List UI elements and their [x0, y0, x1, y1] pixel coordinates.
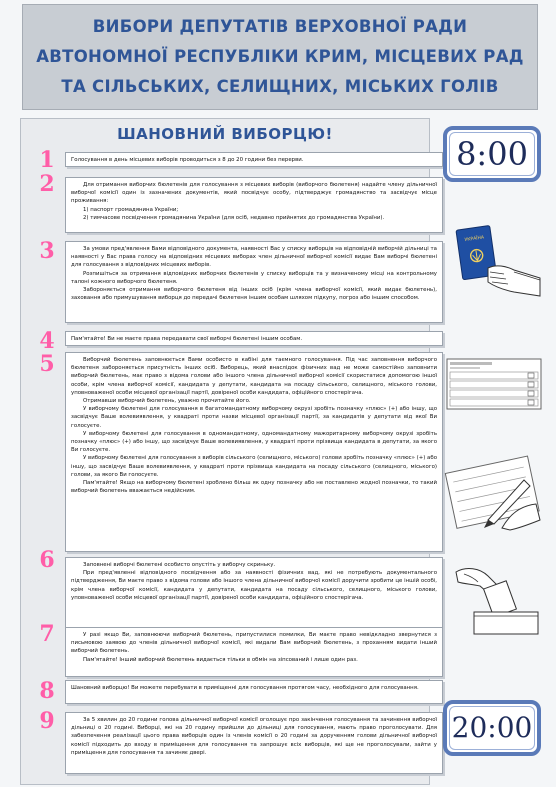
item-5-text-5: У виборчому бюлетені для голосування з виборів сільського (селищного, міського) голови зробіть позначку «плюс» (+) або іншу, що засвідчує Ваше волевиявлення, у квадраті проти прізвища кандидата на посаду сільського (селищного, міського) голови, за якого Ви голосуєте. [71, 455, 437, 478]
header-line-1: ВИБОРИ ДЕПУТАТІВ ВЕРХОВНОЇ РАДИ [92, 17, 468, 36]
header-band [22, 4, 538, 110]
item-number-9: 9 [39, 708, 55, 734]
item-number-1: 1 [39, 147, 55, 173]
item-5-text-6: Пам'ятайте! Якщо на виборчому бюлетені зроблено більш як одну позначку або не поставлено жодної позначки, то такий виборчий бюлетень вважається недійсним. [71, 480, 437, 495]
item-3-text-1: За умови пред'явлення Вами відповідного документа, наявності Вас у списку виборців на відповідній виборчій дільниці та наявності у Вас права голосу на відповідних місцевих виборах член дільничної виборчої комісії видає Вам виборчі бюлетені для голосування з відповідних місцевих виборів. [71, 246, 437, 269]
item-7-text-2: Пам'ятайте! Інший виборчий бюлетень видається тільки в обмін на зіпсований і лише один раз. [83, 656, 358, 663]
item-5-text-3: У виборчому бюлетені для голосування в багатомандатному виборчому окрузі зробіть позначку «плюс» (+) або іншу, що засвідчує Ваше волевиявлення, у квадраті проти назви місцевої організації партії, за кандидатів у депутати від якої Ви голосуєте. [71, 406, 437, 429]
item-2-text-1: Для отримання виборчих бюлетенів для голосування з місцевих виборів (виборчого бюлетеня) надайте члену дільничної виборчої комісії один із зазначених документів, який посвідчує особу, підтверджує громадянство та засвідчує місце проживання: [71, 182, 437, 205]
item-box-2 [65, 177, 443, 233]
item-5-text-2: Отримавши виборчий бюлетень, уважно прочитайте його. [83, 398, 251, 405]
item-number-2: 2 [39, 171, 55, 197]
item-box-4 [65, 331, 443, 346]
closing-time-clock: 20:00 [443, 700, 541, 756]
item-box-9 [65, 712, 443, 774]
passport-hand-illustration [444, 220, 544, 302]
item-3-text-3: Забороняється отримання виборчого бюлетеня від інших осіб (крім члена виборчої комісії, який видає бюлетень), заховання або примушування виборця до передачі бюлетеня іншим особам шляхом підкупу, погроз або іншим способом. [71, 287, 437, 302]
item-3-text-2: Розпишіться за отримання відповідних виборчих бюлетенів у списку виборців та у визначеному місці на контрольному талоні кожного виборчого бюлетеня. [71, 270, 437, 285]
item-6-text-1: Заповнені виборчі бюлетені особисто опустіть у виборчу скриньку. [83, 562, 276, 568]
item-2-text-3: 2) тимчасове посвідчення громадянина України (для осіб, недавно прийнятих до громадянства України). [83, 214, 385, 221]
panel-title: ШАНОВНИЙ ВИБОРЦЮ! [117, 125, 333, 143]
item-box-8 [65, 680, 443, 704]
item-number-6: 6 [39, 547, 55, 573]
item-4-text: Пам'ятайте! Ви не маєте права передавати свої виборчі бюлетені іншим особам. [71, 336, 303, 342]
item-number-7: 7 [39, 621, 55, 647]
item-number-5: 5 [39, 351, 55, 377]
item-box-6 [65, 557, 443, 629]
item-8-text: Шановний виборцю! Ви можете перебувати в приміщенні для голосування протягом часу, необхідного для голосування. [71, 685, 419, 691]
item-number-8: 8 [39, 678, 55, 704]
header-line-2: АВТОНОМНОЇ РЕСПУБЛІКИ КРИМ, МІСЦЕВИХ РАД [36, 47, 524, 66]
item-box-1 [65, 152, 443, 167]
item-5-text-4: У виборчому бюлетені для голосування в одномандатному, одномандатному мажоритарному виборчому окрузі зробіть позначку «плюс» (+) або іншу, що засвідчує Ваше волевиявлення, у квадраті проти прізвища кандидата в депутати, за якого Ви голосуєте. [71, 430, 437, 454]
ballot-document-illustration [446, 358, 542, 410]
item-6-text-2: При пред'явленні відповідного посвідчення або за наявності фізичних вад, які не потребують документального підтвердження, Ви маєте право з відома голови або іншого члена дільничної виборчої комісії доручити зробити це іншій особі, крім члена виборчої комісії, кандидата у депутати, кандидата на посаду сільського, селищного, міського голови, уповноваженої особи місцевої організації партії, довіреної особи кандидата, офіційного спостерігача. [71, 570, 437, 601]
ballot-box-hand-illustration [444, 560, 542, 636]
marking-ballot-illustration [444, 450, 542, 532]
item-box-5 [65, 352, 443, 552]
item-9-text: За 5 хвилин до 20 години голова дільничної виборчої комісії оголошує про закінчення голосування та зачинення виборчої дільниці о 20 годині. Виборці, які на 20 годину прийшли до дільниці для голосування, мають право проголосувати. Для забезпечення реалізації цього права виборців один із членів комісії о 20 годині за дорученням голови дільничної виборчої комісії підходить до входу в приміщення для голосування та запрошує всіх виборців, які ще не проголосували, зайти у приміщення для голосування та зачиняє двері. [71, 717, 437, 756]
item-7-text-1: У разі якщо Ви, заповнюючи виборчий бюлетень, припустилися помилки, Ви маєте право невідкладно звернутися з письмовою заявою до членів дільничної виборчої комісії, які видали Вам виборчий бюлетень, з проханням видати інший виборчий бюлетень. [71, 632, 437, 655]
item-1-text: Голосування в день місцевих виборів проводиться з 8 до 20 години без перерви. [71, 157, 304, 163]
item-5-text-1: Виборчий бюлетень заповнюється Вами особисто в кабіні для таємного голосування. Під час заповнення виборчого бюлетеня забороняється присутність інших осіб. Виборець, який внаслідок фізичних вад не може самостійно заповнити виборчий бюлетень, має право з відома голови або іншого члена дільничної виборчої комісії скористатися допомогою іншої особи, крім члена виборчої комісії, кандидата у депутати, кандидата на посаду сільського, селищного, міського голови, уповноваженої особи місцевої організації партії, довіреної особи кандидата, офіційного спостерігача. [71, 357, 437, 396]
passport-label: УКРАЇНА [464, 235, 485, 244]
item-2-text-2: 1) паспорт громадянина України; [83, 206, 179, 213]
opening-time-clock: 8:00 [443, 126, 541, 182]
instructions-panel [20, 118, 437, 785]
item-number-3: 3 [39, 238, 55, 264]
item-box-7 [65, 627, 443, 677]
item-box-3 [65, 241, 443, 323]
item-number-4: 4 [39, 328, 55, 354]
header-line-3: ТА СІЛЬСЬКИХ, СЕЛИЩНИХ, МІСЬКИХ ГОЛІВ [61, 77, 499, 96]
